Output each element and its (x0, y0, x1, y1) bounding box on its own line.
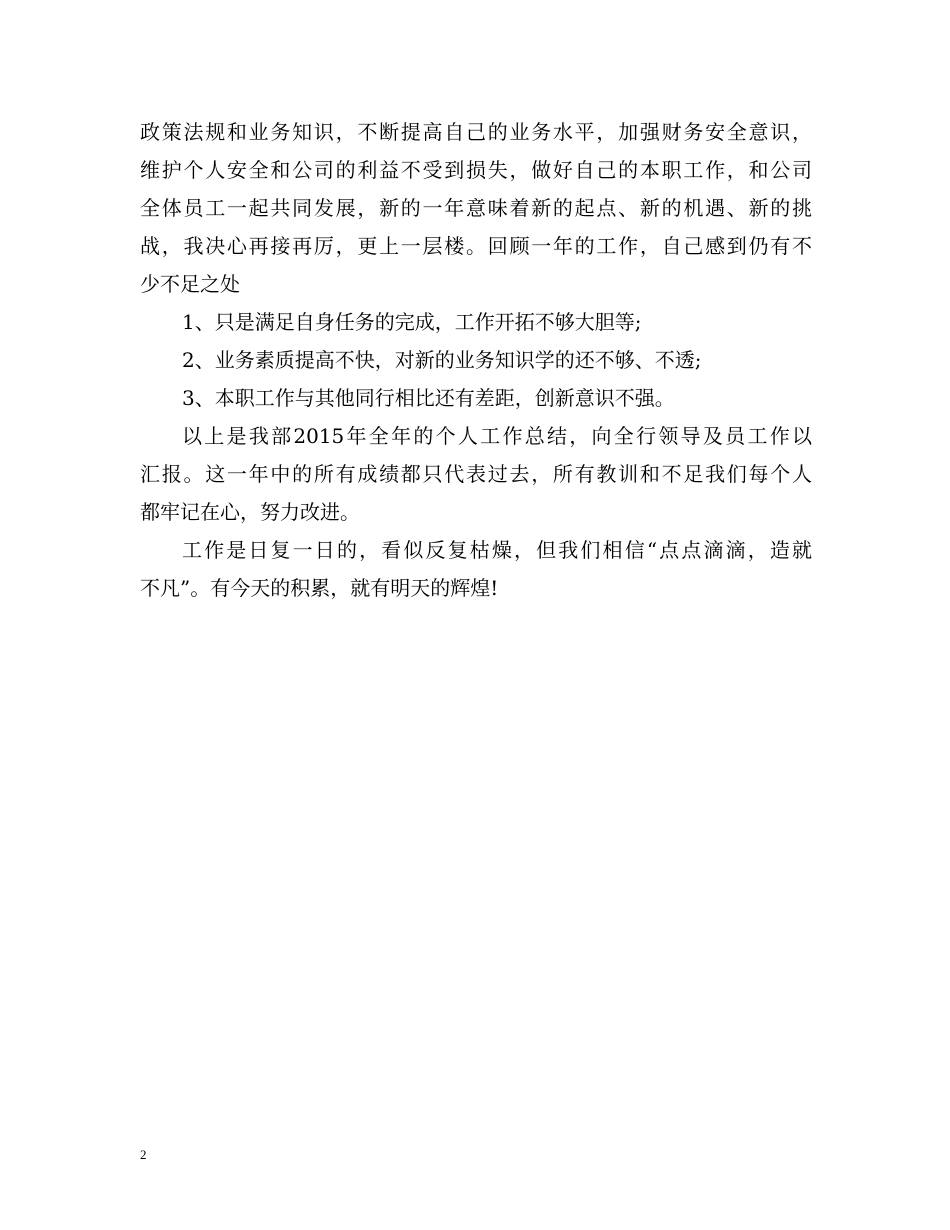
list-item: 3、本职工作与其他同行相比还有差距，创新意识不强。 (182, 386, 675, 410)
paragraph-line: 政策法规和业务知识，不断提高自己的业务水平，加强财务安全意识， (140, 120, 812, 144)
paragraph-line: 维护个人安全和公司的利益不受到损失，做好自己的本职工作，和公司 (140, 158, 812, 182)
list-item: 1、只是满足自身任务的完成，工作开拓不够大胆等; (182, 310, 642, 334)
document-body (140, 113, 812, 607)
paragraph-line: 战，我决心再接再厉，更上一层楼。回顾一年的工作，自己感到仍有不 (140, 234, 812, 258)
list-item: 2、业务素质提高不快，对新的业务知识学的还不够、不透; (182, 348, 702, 372)
paragraph-line: 全体员工一起共同发展，新的一年意味着新的起点、新的机遇、新的挑 (140, 196, 812, 220)
paragraph-line: 不凡”。有今天的积累，就有明天的辉煌! (140, 576, 499, 600)
paragraph-line: 汇报。这一年中的所有成绩都只代表过去，所有教训和不足我们每个人 (140, 462, 812, 486)
paragraph-line: 工作是日复一日的，看似反复枯燥，但我们相信“点点滴滴，造就 (182, 538, 812, 562)
page-number: 2 (140, 1147, 147, 1162)
paragraph-line: 都牢记在心，努力改进。 (140, 500, 360, 524)
paragraph-line: 以上是我部2015年全年的个人工作总结，向全行领导及员工作以 (182, 424, 812, 448)
paragraph-line: 少不足之处 (140, 272, 240, 296)
